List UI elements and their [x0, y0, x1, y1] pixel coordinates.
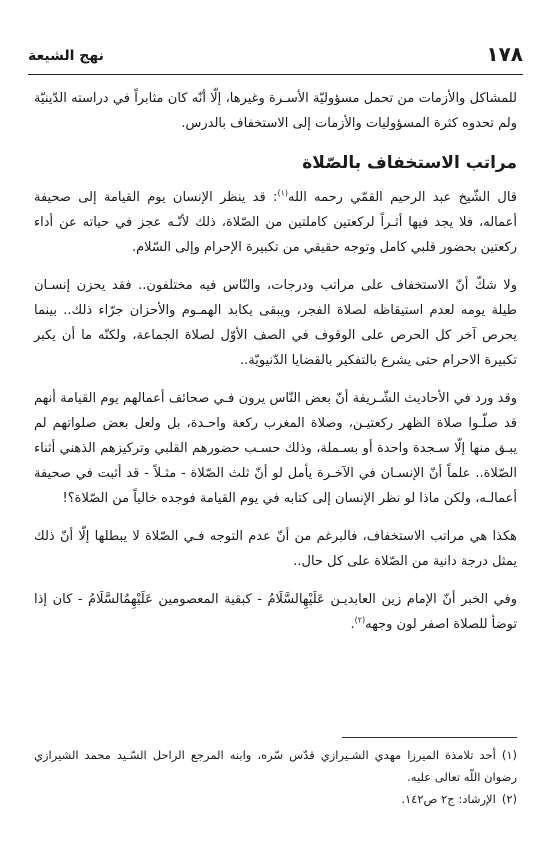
- paragraph-1-text: قال الشّيخ عبد الرحيم القمّي رحمه الله: [287, 190, 517, 205]
- paragraph-1-rest: : قد ينظر الإنسان يوم القيامة إلى صحيفة أعماله، فلا يجد فيها أثـراً لركعتين كاملتين من الصّلاة، ذلك لأنّـه عجز في حياته عن أداء ركعتين بحضور قلبي كامل وتوجه حقيقي من تكبيرة الإحرام وإلى السّلام.: [34, 190, 517, 255]
- page-body: [34, 86, 517, 650]
- paragraph-3: وقد ورد في الأحاديث الشّـريفة أنّ بعض النّاس يرون فـي صحائف أعمالهم يوم القيامة أنهم قد صلّـوا صلاة الظهر ركعتيـن، وصلاة المغرب ركعة واحـدة، بل ولعل بعض صلواتهم لم يبـق منها إلّا سـجدة واحدة أو بسـملة، وذلك حسـب حضورهم القلبي وتركيزهم الذهني أثناء الصّلاة.. علماً أنّ الإنسـان في الآخـرة يأمل لو أنّ ثلث الصّلاة - مثـلاً - قد أثبت في صحيفة أعمالـه، ولكن ماذا لو نظر الإنسان إلى كتابه في يوم القيامة فوجده خالياً من الصّلاة؟!: [34, 391, 517, 506]
- paragraph-4: هكذا هي مراتب الاستخفاف، فالبرغم من أنّ عدم التوجه فـي الصّلاة لا يبطلها إلّا أنّ ذلك يمثل درجة دانية من الصّلاة على كل حال..: [34, 529, 517, 569]
- section-heading: مراتب الاستخفاف بالصّلاة: [302, 153, 517, 173]
- footnote-ref-1[interactable]: (١): [277, 188, 288, 198]
- footnote-ref-2[interactable]: (٢): [354, 615, 366, 625]
- footnote-text: أحد تلامذة الميرزا مهدي الشـيرازي قدّس سّره، وابنه المرجع الراحل السّـيد محمد الشيرازي رضوان اللّه تعالى عليه.: [34, 748, 517, 784]
- header-rule: [28, 74, 523, 75]
- running-title: نهج الشيعة: [28, 48, 104, 64]
- footnote-1: [34, 744, 517, 788]
- footnote-number: (٢): [501, 792, 517, 806]
- footnote-text: الإرشاد: ج٢ ص١٤٢.: [401, 792, 496, 806]
- paragraph-1: [34, 185, 517, 260]
- intro-paragraph: للمشاكل والأزمات من تحمل مسؤوليّة الأسـرة وغيرها، إلّا أنّه كان مثابراً في دراسته الدّينيّة ولم تحدوه كثرة المسؤوليات والأزمات إلى الاستخفاف بالدرس.: [34, 91, 517, 131]
- footnote-rule: [342, 737, 517, 738]
- paragraph-5-text: وفي الخبر أنّ الإمام زين العابديـن عَلَيْهِالسَّلَامُ - كبقية المعصومين عَلَيْهِمُالسَّلَامُ - كان إذا توضأ للصلاة اصفر لون وجهه: [34, 592, 517, 632]
- footnotes: [34, 744, 517, 810]
- page-header: [28, 44, 523, 70]
- paragraph-5-end: .: [350, 617, 355, 632]
- paragraph-2: ولا شكّ أنّ الاستخفاف على مراتب ودرجات، والنّاس فيه مختلفون.. فقد يحزن إنسـان طيلة يومه لعدم استيقاظه لصلاة الفجر، ويبقى يكابد الهمـوم والأحزان جرّاء ذلك.. بينما يحرص آخر كل الحرص على الوقوف في الصف الأوّل لصلاة الجماعة، ولكنّه ما أن يكبر تكبيرة الاحرام حتى يشرع بالتفكير بالقضايا الدّنيويّة..: [34, 278, 517, 368]
- page-number: ١٧٨: [486, 42, 523, 66]
- footnote-2: [34, 788, 517, 810]
- paragraph-5: [34, 587, 517, 637]
- footnote-number: (١): [501, 748, 517, 762]
